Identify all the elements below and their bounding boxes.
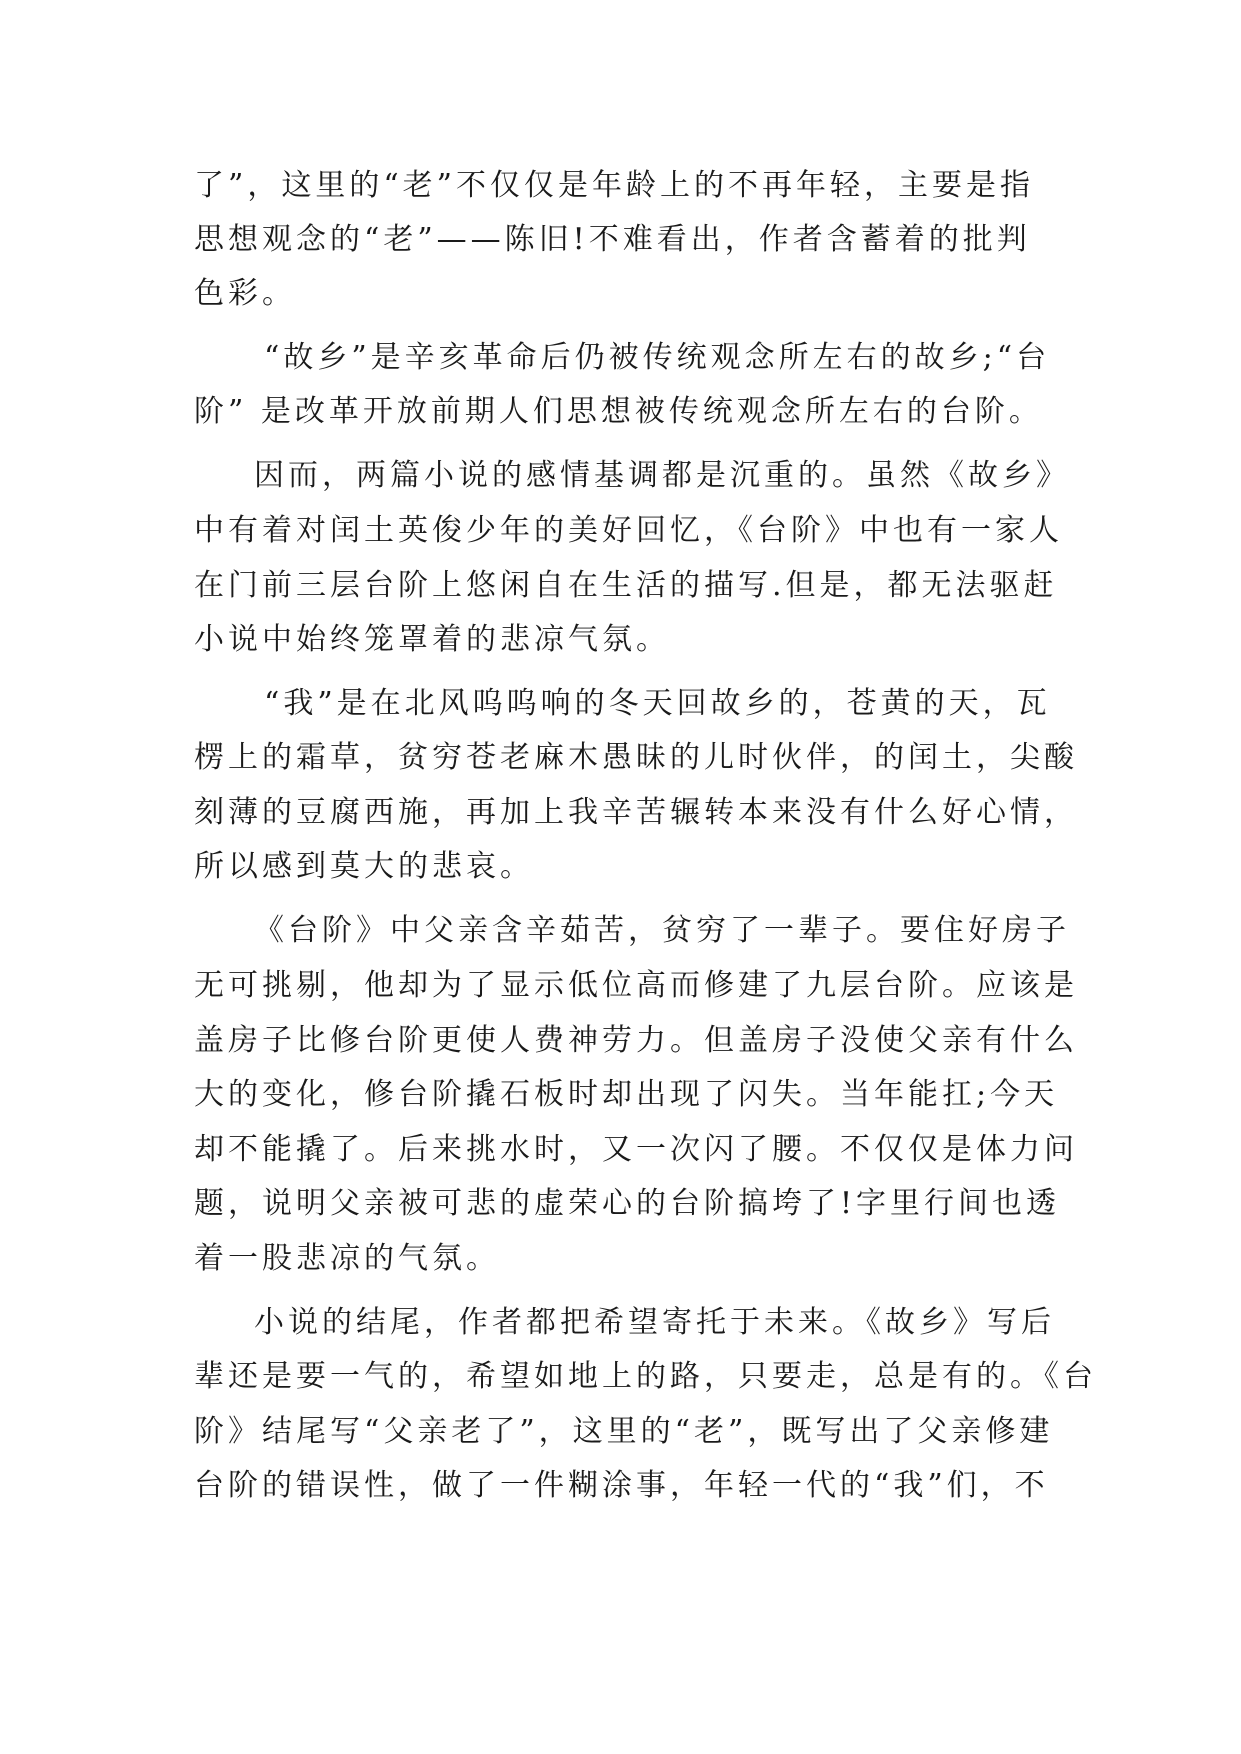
text-line: 中有着对闰土英俊少年的美好回忆，《台阶》中也有一家人 <box>194 513 1063 548</box>
text-line: 因而，两篇小说的感情基调都是沉重的。虽然《故乡》 <box>254 458 1070 493</box>
text-line: 却不能撬了。后来挑水时，又一次闪了腰。不仅仅是体力问 <box>194 1132 1078 1167</box>
text-line: “故乡”是辛亥革命后仍被传统观念所左右的故乡;“台 <box>264 340 1051 375</box>
text-line: 《台阶》中父亲含辛茹苦，贫穷了一辈子。要住好房子 <box>254 913 1070 948</box>
text-line: 刻薄的豆腐西施，再加上我辛苦辗转本来没有什么好心情， <box>194 795 1078 830</box>
text-line: 色彩。 <box>194 276 296 311</box>
text-line: 楞上的霜草，贫穷苍老麻木愚昧的儿时伙伴，的闰土，尖酸 <box>194 740 1078 775</box>
text-line: 台阶的错误性，做了一件糊涂事，年轻一代的“我”们，不 <box>194 1468 1049 1503</box>
text-line: 题，说明父亲被可悲的虚荣心的台阶搞垮了!字里行间也透 <box>194 1186 1061 1221</box>
text-line: 阶》结尾写“父亲老了”，这里的“老”，既写出了父亲修建 <box>194 1414 1054 1449</box>
text-line: 大的变化，修台阶撬石板时却出现了闪失。当年能扛;今天 <box>194 1077 1059 1112</box>
text-line: 着一股悲凉的气氛。 <box>194 1241 500 1276</box>
text-line: 阶” 是改革开放前期人们思想被传统观念所左右的台阶。 <box>194 394 1043 429</box>
text-line: 了”，这里的“老”不仅仅是年龄上的不再年轻，主要是指 <box>194 168 1035 203</box>
text-line: 在门前三层台阶上悠闲自在生活的描写.但是，都无法驱赶 <box>194 568 1058 603</box>
text-line: 小说中始终笼罩着的悲凉气氛。 <box>194 622 670 657</box>
text-line: 辈还是要一气的，希望如地上的路，只要走，总是有的。《台 <box>194 1359 1097 1394</box>
text-line: 小说的结尾，作者都把希望寄托于未来。《故乡》写后 <box>254 1305 1055 1340</box>
text-line: 所以感到莫大的悲哀。 <box>194 849 534 884</box>
text-line: “我”是在北风呜呜响的冬天回故乡的，苍黄的天，瓦 <box>264 686 1051 721</box>
text-line: 思想观念的“老”——陈旧!不难看出，作者含蓄着的批判 <box>194 222 1031 257</box>
text-line: 无可挑剔，他却为了显示低位高而修建了九层台阶。应该是 <box>194 968 1078 1003</box>
text-line: 盖房子比修台阶更使人费神劳力。但盖房子没使父亲有什么 <box>194 1023 1078 1058</box>
